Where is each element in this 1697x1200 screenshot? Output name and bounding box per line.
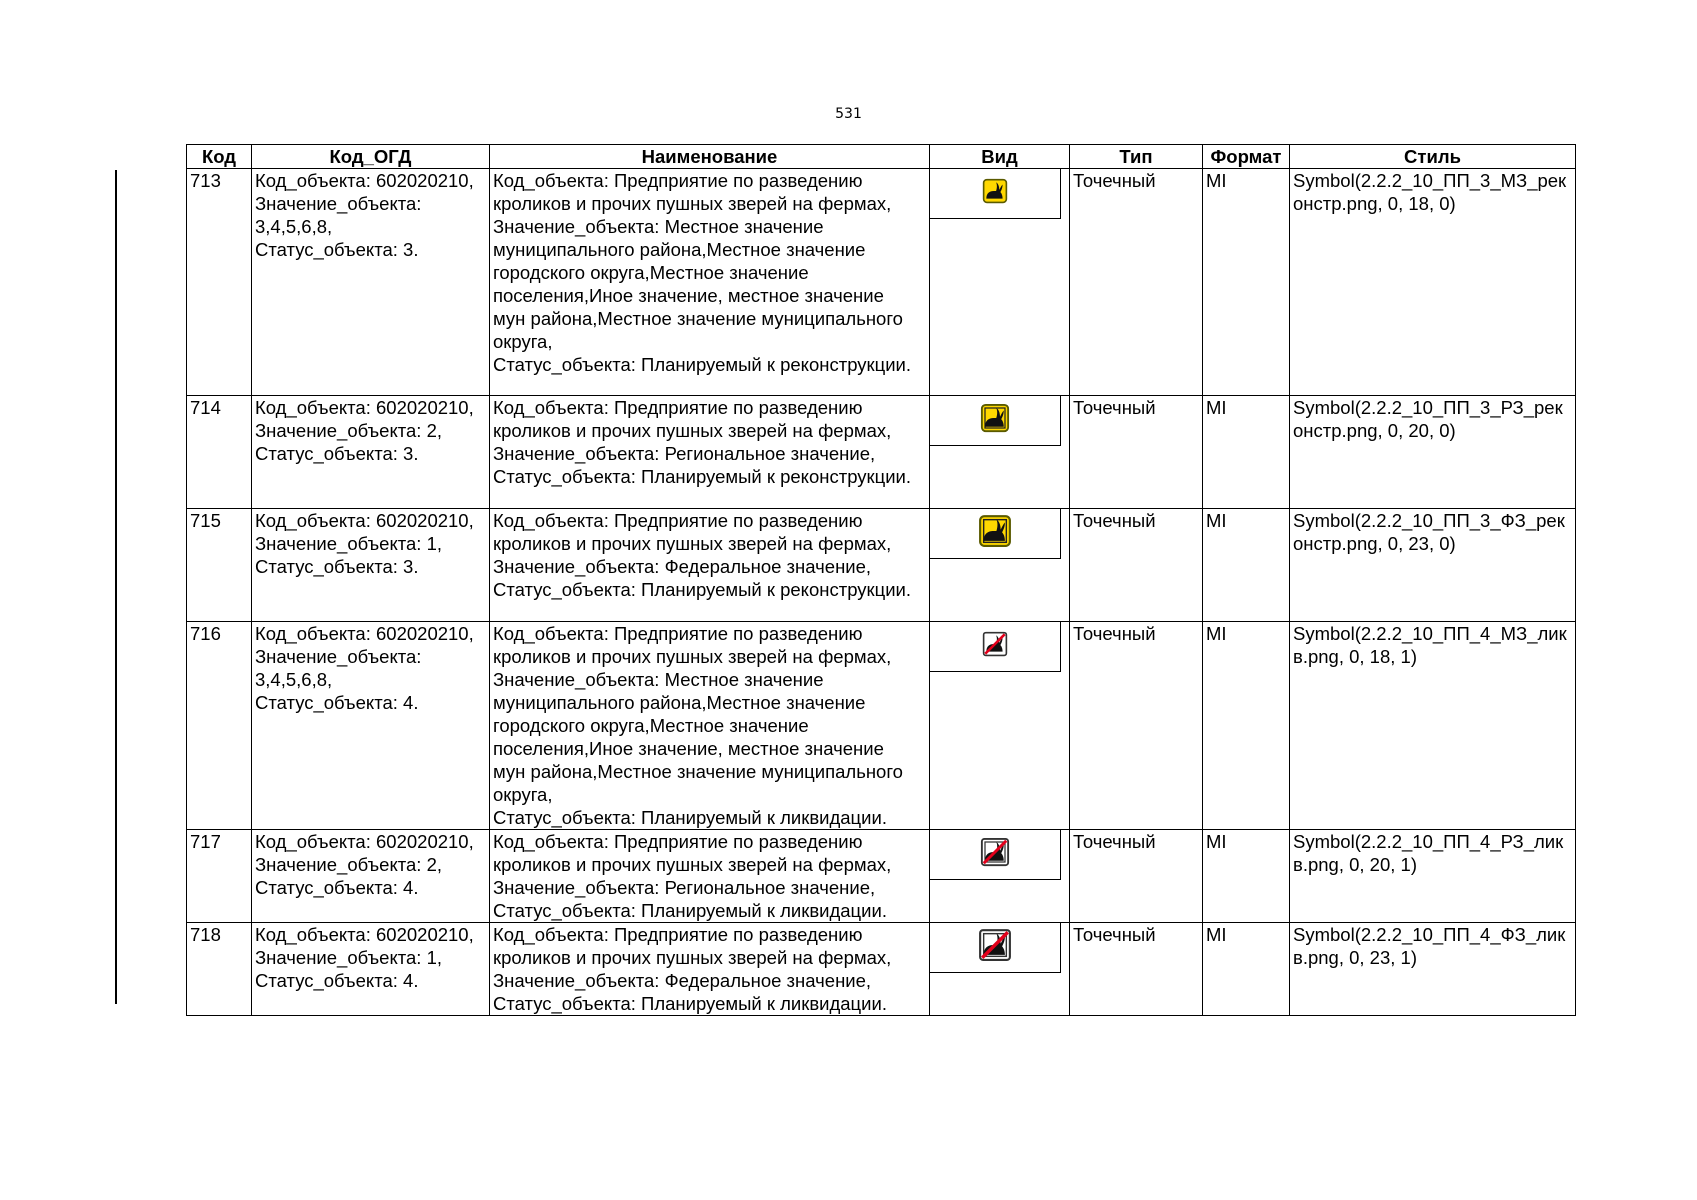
row-ogd-line: Значение_объекта: 2,: [255, 854, 443, 875]
row-name: [490, 396, 930, 509]
row-name-line: городского округа,Местное значение: [493, 715, 809, 736]
row-ogd-line: 3,4,5,6,8,: [255, 669, 333, 690]
row-ogd-line: Код_объекта: 602020210,: [255, 397, 474, 418]
row-ogd: [252, 169, 490, 396]
row-view: [930, 923, 1070, 1016]
row-format: MI: [1203, 509, 1290, 622]
row-style-line: Symbol(2.2.2_10_ПП_4_МЗ_лик: [1293, 623, 1567, 644]
table-row: [187, 923, 1576, 1016]
row-format: MI: [1203, 622, 1290, 830]
row-name-line: городского округа,Местное значение: [493, 262, 809, 283]
row-name-line: кроликов и прочих пушных зверей на фермах,: [493, 533, 892, 554]
row-name-line: Код_объекта: Предприятие по разведению: [493, 170, 863, 191]
row-name: [490, 830, 930, 923]
symbol-box: [930, 622, 1061, 673]
row-format: MI: [1203, 396, 1290, 509]
row-style-line: онстр.png, 0, 18, 0): [1293, 193, 1456, 214]
table-header-row: [187, 145, 1576, 169]
rabbit-yellow-large-icon: [978, 514, 1012, 548]
column-header-type: Тип: [1070, 145, 1203, 169]
row-style-line: онстр.png, 0, 23, 0): [1293, 533, 1456, 554]
row-name-line: муниципального района,Местное значение: [493, 239, 866, 260]
column-header-code: Код: [187, 145, 252, 169]
column-header-style: Стиль: [1290, 145, 1576, 169]
row-style-line: Symbol(2.2.2_10_ПП_4_ФЗ_лик: [1293, 924, 1566, 945]
row-style-line: Symbol(2.2.2_10_ПП_3_РЗ_рек: [1293, 397, 1563, 418]
symbol-box: [930, 396, 1061, 447]
symbol-box: [930, 509, 1061, 560]
rabbit-yellow-medium-icon: [980, 403, 1010, 433]
rabbit-crossed-medium-icon: [980, 837, 1010, 867]
row-name-line: Значение_объекта: Местное значение: [493, 216, 824, 237]
row-type: Точечный: [1070, 169, 1203, 396]
column-header-ogd: Код_ОГД: [252, 145, 490, 169]
row-type: Точечный: [1070, 622, 1203, 830]
row-style-line: онстр.png, 0, 20, 0): [1293, 420, 1456, 441]
row-style: [1290, 923, 1576, 1016]
row-ogd: [252, 396, 490, 509]
row-ogd-line: Значение_объекта: 1,: [255, 533, 443, 554]
row-ogd-line: 3,4,5,6,8,: [255, 216, 333, 237]
symbol-box: [930, 169, 1061, 220]
row-view: [930, 830, 1070, 923]
row-name-line: кроликов и прочих пушных зверей на фермах,: [493, 420, 892, 441]
row-name-line: Статус_объекта: Планируемый к реконструкции.: [493, 466, 912, 487]
row-style: [1290, 396, 1576, 509]
row-type: Точечный: [1070, 396, 1203, 509]
row-view: [930, 622, 1070, 830]
row-name-line: Статус_объекта: Планируемый к реконструкции.: [493, 579, 912, 600]
row-name-line: кроликов и прочих пушных зверей на фермах,: [493, 646, 892, 667]
row-style-line: в.png, 0, 20, 1): [1293, 854, 1417, 875]
rabbit-crossed-large-icon: [978, 928, 1012, 962]
row-name-line: Код_объекта: Предприятие по разведению: [493, 397, 863, 418]
row-ogd-line: Статус_объекта: 4.: [255, 970, 419, 991]
row-ogd-line: Код_объекта: 602020210,: [255, 924, 474, 945]
row-ogd-line: Статус_объекта: 3.: [255, 556, 419, 577]
row-style: [1290, 830, 1576, 923]
row-ogd-line: Статус_объекта: 4.: [255, 692, 419, 713]
row-style-line: Symbol(2.2.2_10_ПП_3_ФЗ_рек: [1293, 510, 1565, 531]
symbol-box: [930, 923, 1061, 974]
row-style-line: Symbol(2.2.2_10_ПП_4_РЗ_лик: [1293, 831, 1564, 852]
row-name-line: Код_объекта: Предприятие по разведению: [493, 510, 863, 531]
row-ogd: [252, 923, 490, 1016]
row-name-line: мун района,Местное значение муниципального: [493, 761, 903, 782]
row-name-line: мун района,Местное значение муниципального: [493, 308, 903, 329]
row-name-line: кроликов и прочих пушных зверей на фермах,: [493, 193, 892, 214]
row-code: 718: [187, 923, 252, 1016]
row-name-line: поселения,Иное значение, местное значение: [493, 738, 884, 759]
row-name-line: поселения,Иное значение, местное значение: [493, 285, 884, 306]
row-ogd-line: Значение_объекта:: [255, 646, 422, 667]
row-style: [1290, 509, 1576, 622]
row-ogd-line: Статус_объекта: 3.: [255, 443, 419, 464]
row-name-line: муниципального района,Местное значение: [493, 692, 866, 713]
column-header-format: Формат: [1203, 145, 1290, 169]
rabbit-crossed-small-icon: [982, 631, 1008, 657]
row-name: [490, 509, 930, 622]
row-ogd-line: Статус_объекта: 4.: [255, 877, 419, 898]
row-name-line: Статус_объекта: Планируемый к ликвидации.: [493, 807, 887, 828]
row-view: [930, 169, 1070, 396]
table-row: [187, 622, 1576, 830]
row-name-line: Значение_объекта: Региональное значение,: [493, 443, 876, 464]
row-style-line: в.png, 0, 23, 1): [1293, 947, 1417, 968]
row-view: [930, 396, 1070, 509]
row-name-line: Статус_объекта: Планируемый к ликвидации.: [493, 993, 887, 1014]
row-ogd-line: Значение_объекта: 2,: [255, 420, 443, 441]
row-ogd-line: Значение_объекта:: [255, 193, 422, 214]
row-name: [490, 169, 930, 396]
row-ogd: [252, 622, 490, 830]
symbol-registry-table: [186, 144, 1576, 1016]
row-ogd-line: Код_объекта: 602020210,: [255, 831, 474, 852]
column-header-name: Наименование: [490, 145, 930, 169]
row-format: MI: [1203, 923, 1290, 1016]
row-name-line: Значение_объекта: Региональное значение,: [493, 877, 876, 898]
row-name-line: Значение_объекта: Местное значение: [493, 669, 824, 690]
row-code: 714: [187, 396, 252, 509]
row-name-line: Код_объекта: Предприятие по разведению: [493, 924, 863, 945]
row-name-line: округа,: [493, 331, 553, 352]
row-format: MI: [1203, 169, 1290, 396]
table-row: [187, 830, 1576, 923]
row-ogd: [252, 509, 490, 622]
margin-line: [115, 170, 117, 1004]
row-name-line: округа,: [493, 784, 553, 805]
row-ogd-line: Значение_объекта: 1,: [255, 947, 443, 968]
row-name-line: Статус_объекта: Планируемый к ликвидации.: [493, 900, 887, 921]
row-name-line: кроликов и прочих пушных зверей на фермах,: [493, 854, 892, 875]
row-ogd-line: Код_объекта: 602020210,: [255, 170, 474, 191]
row-name-line: Значение_объекта: Федеральное значение,: [493, 556, 872, 577]
row-style-line: в.png, 0, 18, 1): [1293, 646, 1417, 667]
row-name: [490, 622, 930, 830]
row-ogd-line: Код_объекта: 602020210,: [255, 623, 474, 644]
row-name-line: кроликов и прочих пушных зверей на фермах,: [493, 947, 892, 968]
table-row: [187, 396, 1576, 509]
row-code: 716: [187, 622, 252, 830]
row-style-line: Symbol(2.2.2_10_ПП_3_МЗ_рек: [1293, 170, 1567, 191]
row-name-line: Код_объекта: Предприятие по разведению: [493, 831, 863, 852]
row-ogd-line: Статус_объекта: 3.: [255, 239, 419, 260]
row-type: Точечный: [1070, 923, 1203, 1016]
row-type: Точечный: [1070, 830, 1203, 923]
rabbit-yellow-small-icon: [982, 178, 1008, 204]
row-code: 717: [187, 830, 252, 923]
page-number: 531: [835, 106, 862, 122]
column-header-view: Вид: [930, 145, 1070, 169]
table-row: [187, 169, 1576, 396]
row-code: 715: [187, 509, 252, 622]
row-style: [1290, 622, 1576, 830]
row-name-line: Статус_объекта: Планируемый к реконструкции.: [493, 354, 912, 375]
row-name: [490, 923, 930, 1016]
row-name-line: Значение_объекта: Федеральное значение,: [493, 970, 872, 991]
row-name-line: Код_объекта: Предприятие по разведению: [493, 623, 863, 644]
row-code: 713: [187, 169, 252, 396]
row-view: [930, 509, 1070, 622]
row-ogd: [252, 830, 490, 923]
table-row: [187, 509, 1576, 622]
row-format: MI: [1203, 830, 1290, 923]
row-style: [1290, 169, 1576, 396]
row-ogd-line: Код_объекта: 602020210,: [255, 510, 474, 531]
row-type: Точечный: [1070, 509, 1203, 622]
symbol-box: [930, 830, 1061, 881]
